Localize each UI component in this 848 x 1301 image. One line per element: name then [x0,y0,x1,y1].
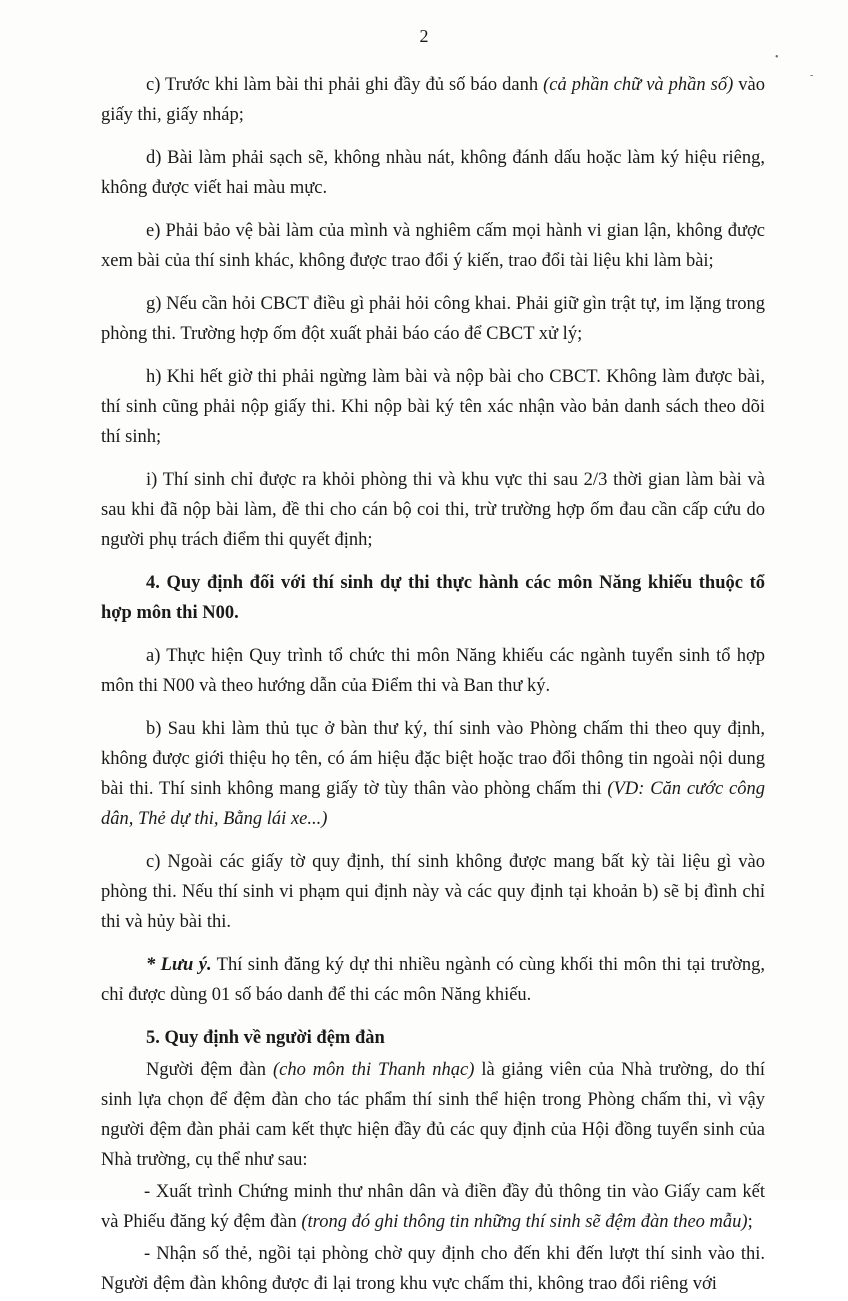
rule-h: h) Khi hết giờ thi phải ngừng làm bài và nộp bài cho CBCT. Không làm được bài, thí sinh cũng phải nộp giấy thi. Khi nộp bài ký tên xác nhận vào bản danh sách theo dõi thí sinh; [101,367,765,447]
document-body [101,70,765,1301]
rule-e: e) Phải bảo vệ bài làm của mình và nghiêm cấm mọi hành vi gian lận, không được xem bài của thí sinh khác, không được trao đổi ý kiến, trao đổi tài liệu khi làm bài; [101,221,765,271]
scan-speck: • [775,52,779,63]
section-4-heading: 4. Quy định đối với thí sinh dự thi thực hành các môn Năng khiếu thuộc tổ hợp môn thi N00. [101,573,765,623]
section-4-a: a) Thực hiện Quy trình tổ chức thi môn Năng khiếu các ngành tuyển sinh tổ hợp môn thi N00 và theo hướng dẫn của Điểm thi và Ban thư ký. [101,646,765,696]
section-4-b: b) Sau khi làm thủ tục ở bàn thư ký, thí sinh vào Phòng chấm thi theo quy định, không được giới thiệu họ tên, có ám hiệu đặc biệt hoặc trao đổi thông tin ngoài nội dung bài thi. Thí sinh không mang giấy tờ tùy thân vào phòng chấm thi (VD: Căn cước công dân, Thẻ dự thi, Bằng lái xe...) [101,719,765,829]
section-5-heading: 5. Quy định về người đệm đàn [146,1028,385,1048]
section-4-c: c) Ngoài các giấy tờ quy định, thí sinh không được mang bất kỳ tài liệu gì vào phòng thi. Nếu thí sinh vi phạm qui định này và các quy định tại khoản b) sẽ bị đình chỉ thi và hủy bài thi. [101,852,765,932]
section-5-dash-1: - Xuất trình Chứng minh thư nhân dân và điền đầy đủ thông tin vào Giấy cam kết và Phiếu đăng ký đệm đàn (trong đó ghi thông tin những thí sinh sẽ đệm đàn theo mẫu); [101,1182,765,1232]
section-5-dash-2: - Nhận số thẻ, ngồi tại phòng chờ quy định cho đến khi đến lượt thí sinh vào thi. Người đệm đàn không được đi lại trong khu vực chấm thi, không trao đổi riêng với [101,1244,765,1294]
rule-d: d) Bài làm phải sạch sẽ, không nhàu nát, không đánh dấu hoặc làm ký hiệu riêng, không được viết hai màu mực. [101,148,765,198]
rule-c: c) Trước khi làm bài thi phải ghi đầy đủ số báo danh (cả phần chữ và phần số) vào giấy thi, giấy nháp; [101,75,765,125]
page-number: 2 [419,26,429,46]
section-5-intro: Người đệm đàn (cho môn thi Thanh nhạc) là giảng viên của Nhà trường, do thí sinh lựa chọn để đệm đàn cho tác phẩm thí sinh thể hiện trong Phòng chấm thi, vì vậy người đệm đàn phải cam kết thực hiện đầy đủ các quy định của Hội đồng tuyển sinh của Nhà trường, cụ thể như sau: [101,1060,766,1170]
rule-g: g) Nếu cần hỏi CBCT điều gì phải hỏi công khai. Phải giữ gìn trật tự, im lặng trong phòng thi. Trường hợp ốm đột xuất phải báo cáo để CBCT xử lý; [101,294,765,344]
rule-i: i) Thí sinh chỉ được ra khỏi phòng thi và khu vực thi sau 2/3 thời gian làm bài và sau khi đã nộp bài làm, đề thi cho cán bộ coi thi, trừ trường hợp ốm đau cần cấp cứu do người phụ trách điểm thi quyết định; [101,470,765,550]
section-4-note: * Lưu ý. Thí sinh đăng ký dự thi nhiều ngành có cùng khối thi môn thi tại trường, chỉ được dùng 01 số báo danh để thi các môn Năng khiếu. [101,955,765,1005]
scan-speck: - [810,70,814,81]
